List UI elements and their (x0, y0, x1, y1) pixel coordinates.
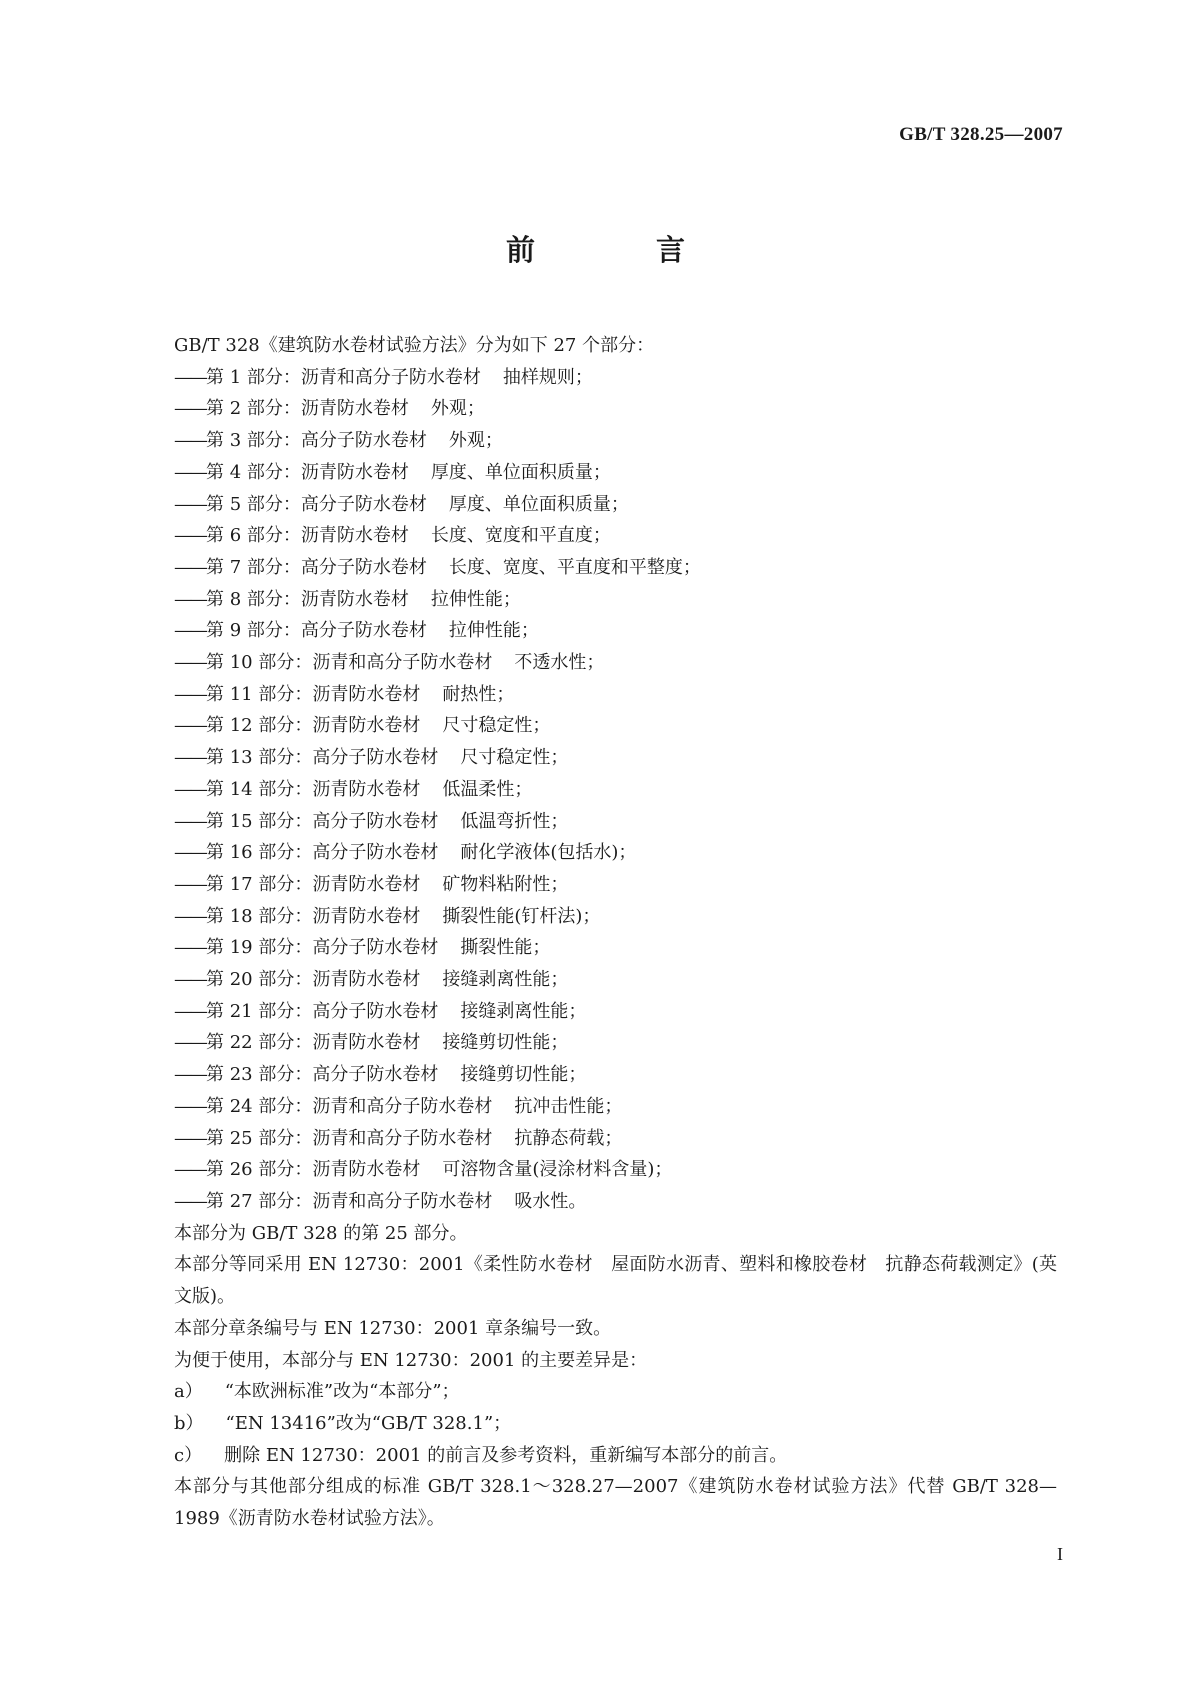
part-item (132, 520, 1057, 552)
part-label: 第 3 部分：高分子防水卷材 (206, 430, 427, 452)
part-label: 第 17 部分：沥青防水卷材 (206, 873, 421, 895)
difference-item (132, 1440, 1057, 1472)
standard-code: GB/T 328.25—2007 (899, 124, 1063, 145)
part-item (132, 679, 1057, 711)
part-item (132, 1154, 1057, 1186)
dash-marker: —— (174, 778, 206, 800)
part-item (132, 615, 1057, 647)
part-subject: 低温柔性； (442, 778, 533, 800)
part-label: 第 7 部分：高分子防水卷材 (206, 556, 427, 578)
part-subject: 长度、宽度、平直度和平整度； (448, 556, 701, 578)
part-subject: 尺寸稳定性； (442, 715, 551, 737)
dash-marker: —— (174, 1032, 206, 1054)
part-subject: 耐化学液体(包括水)； (460, 842, 637, 864)
part-item (132, 806, 1057, 838)
part-subject: 拉伸性能； (448, 620, 539, 642)
part-item (132, 964, 1057, 996)
part-item (132, 996, 1057, 1028)
part-item (132, 584, 1057, 616)
part-subject: 低温弯折性； (460, 810, 569, 832)
intro-paragraph: GB/T 328《建筑防水卷材试验方法》分为如下 27 个部分： (174, 335, 655, 356)
part-label: 第 9 部分：高分子防水卷材 (206, 620, 427, 642)
dash-marker: —— (174, 620, 206, 642)
dash-marker: —— (174, 1190, 206, 1212)
dash-marker: —— (174, 905, 206, 927)
dash-marker: —— (174, 1000, 206, 1022)
part-item (132, 932, 1057, 964)
part-subject: 耐热性； (442, 683, 515, 705)
part-label: 第 6 部分：沥青防水卷材 (206, 525, 409, 547)
part-label: 第 10 部分：沥青和高分子防水卷材 (206, 652, 493, 674)
difference-marker: a） (174, 1381, 203, 1403)
part-item (132, 647, 1057, 679)
part-label: 第 22 部分：沥青防水卷材 (206, 1032, 421, 1054)
part-of-paragraph: 本部分为 GB/T 328 的第 25 部分。 (174, 1222, 468, 1244)
part-item (132, 393, 1057, 425)
dash-marker: —— (174, 715, 206, 737)
difference-item (132, 1376, 1057, 1408)
part-subject: 矿物料粘附性； (442, 873, 569, 895)
part-subject: 接缝剪切性能； (442, 1032, 569, 1054)
part-item (132, 1091, 1057, 1123)
part-label: 第 20 部分：沥青防水卷材 (206, 969, 421, 991)
dash-marker: —— (174, 588, 206, 610)
part-subject: 尺寸稳定性； (460, 747, 569, 769)
dash-marker: —— (174, 525, 206, 547)
part-subject: 厚度、单位面积质量； (448, 493, 629, 515)
part-label: 第 24 部分：沥青和高分子防水卷材 (206, 1095, 493, 1117)
part-item (132, 1059, 1057, 1091)
dash-marker: —— (174, 842, 206, 864)
part-label: 第 26 部分：沥青防水卷材 (206, 1159, 421, 1181)
numbering-paragraph: 本部分章条编号与 EN 12730：2001 章条编号一致。 (174, 1317, 612, 1339)
part-item (132, 1186, 1057, 1218)
part-item (132, 869, 1057, 901)
page-number: I (1057, 1544, 1063, 1564)
part-subject: 外观； (448, 430, 503, 452)
part-label: 第 5 部分：高分子防水卷材 (206, 493, 427, 515)
dash-marker: —— (174, 1095, 206, 1117)
part-label: 第 19 部分：高分子防水卷材 (206, 937, 439, 959)
part-label: 第 25 部分：沥青和高分子防水卷材 (206, 1127, 493, 1149)
part-item (132, 742, 1057, 774)
part-item (132, 457, 1057, 489)
dash-marker: —— (174, 461, 206, 483)
part-subject: 抗冲击性能； (514, 1095, 623, 1117)
part-subject: 接缝剥离性能； (442, 969, 569, 991)
difference-text: “本欧洲标准”改为“本部分”； (224, 1381, 460, 1403)
dash-marker: —— (174, 937, 206, 959)
part-label: 第 27 部分：沥青和高分子防水卷材 (206, 1190, 493, 1212)
part-item (132, 489, 1057, 521)
difference-item (132, 1408, 1057, 1440)
part-subject: 拉伸性能； (430, 588, 521, 610)
part-label: 第 15 部分：高分子防水卷材 (206, 810, 439, 832)
part-item (132, 425, 1057, 457)
dash-marker: —— (174, 556, 206, 578)
dash-marker: —— (174, 398, 206, 420)
part-item (132, 1027, 1057, 1059)
part-item (132, 837, 1057, 869)
part-label: 第 11 部分：沥青防水卷材 (206, 683, 421, 705)
differences-intro: 为便于使用，本部分与 EN 12730：2001 的主要差异是： (174, 1349, 648, 1371)
part-subject: 接缝剪切性能； (460, 1064, 587, 1086)
dash-marker: —— (174, 1127, 206, 1149)
part-subject: 可溶物含量(浸涂材料含量)； (442, 1159, 673, 1181)
dash-marker: —— (174, 1064, 206, 1086)
dash-marker: —— (174, 873, 206, 895)
part-label: 第 23 部分：高分子防水卷材 (206, 1064, 439, 1086)
part-item (132, 774, 1057, 806)
parts-list (132, 362, 1057, 1218)
dash-marker: —— (174, 493, 206, 515)
dash-marker: —— (174, 683, 206, 705)
part-label: 第 1 部分：沥青和高分子防水卷材 (206, 366, 481, 388)
part-item (132, 362, 1057, 394)
dash-marker: —— (174, 652, 206, 674)
part-subject: 厚度、单位面积质量； (430, 461, 611, 483)
dash-marker: —— (174, 969, 206, 991)
part-item (132, 552, 1057, 584)
part-item (132, 901, 1057, 933)
part-label: 第 2 部分：沥青防水卷材 (206, 398, 409, 420)
part-label: 第 12 部分：沥青防水卷材 (206, 715, 421, 737)
difference-marker: c） (174, 1444, 203, 1466)
part-subject: 接缝剥离性能； (460, 1000, 587, 1022)
dash-marker: —— (174, 430, 206, 452)
replacement-paragraph: 本部分与其他部分组成的标准 GB/T 328.1～328.27—2007《建筑防水卷材试验方法》代替 GB/T 328—1989《沥青防水卷材试验方法》。 (174, 1476, 1057, 1530)
dash-marker: —— (174, 810, 206, 832)
foreword-body (132, 330, 1057, 1535)
dash-marker: —— (174, 747, 206, 769)
difference-text: “EN 13416”改为“GB/T 328.1”； (225, 1412, 512, 1434)
adoption-paragraph: 本部分等同采用 EN 12730：2001《柔性防水卷材 屋面防水沥青、塑料和橡胶卷材 抗静态荷载测定》(英文版)。 (174, 1254, 1057, 1308)
page-title: 前 言 (505, 233, 731, 267)
part-item (132, 1123, 1057, 1155)
part-subject: 抗静态荷载； (514, 1127, 623, 1149)
difference-text: 删除 EN 12730：2001 的前言及参考资料，重新编写本部分的前言。 (224, 1444, 788, 1466)
part-label: 第 4 部分：沥青防水卷材 (206, 461, 409, 483)
part-label: 第 13 部分：高分子防水卷材 (206, 747, 439, 769)
part-label: 第 16 部分：高分子防水卷材 (206, 842, 439, 864)
part-subject: 抽样规则； (502, 366, 593, 388)
part-label: 第 8 部分：沥青防水卷材 (206, 588, 409, 610)
part-subject: 不透水性； (514, 652, 605, 674)
part-subject: 长度、宽度和平直度； (430, 525, 611, 547)
part-subject: 外观； (430, 398, 485, 420)
part-label: 第 18 部分：沥青防水卷材 (206, 905, 421, 927)
dash-marker: —— (174, 366, 206, 388)
part-subject: 吸水性。 (514, 1190, 587, 1212)
part-item (132, 710, 1057, 742)
part-subject: 撕裂性能(钉杆法)； (442, 905, 601, 927)
dash-marker: —— (174, 1159, 206, 1181)
part-label: 第 14 部分：沥青防水卷材 (206, 778, 421, 800)
part-label: 第 21 部分：高分子防水卷材 (206, 1000, 439, 1022)
part-subject: 撕裂性能； (460, 937, 551, 959)
difference-marker: b） (174, 1412, 204, 1434)
